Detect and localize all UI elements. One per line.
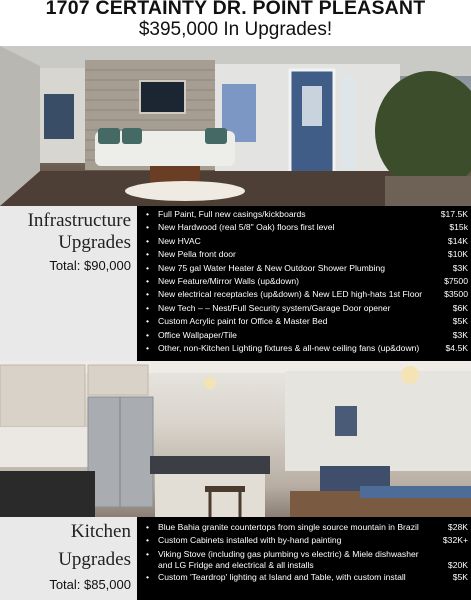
living-room-illustration: [0, 46, 471, 206]
infrastructure-item-amount: $15k: [449, 222, 468, 233]
bullet-icon: •: [146, 302, 150, 313]
living-room-photo: [0, 46, 471, 206]
kitchen-item-amount: $5K: [452, 571, 468, 582]
bullet-icon: •: [146, 275, 150, 286]
kitchen-item-amount: $32K+: [442, 535, 468, 546]
bullet-icon: •: [146, 535, 150, 546]
page-title: 1707 CERTAINTY DR. POINT PLEASANT: [45, 0, 426, 19]
kitchen-item-description: Custom 'Teardrop' lighting at Island and Table, with custom install: [158, 571, 406, 582]
bullet-icon: •: [146, 329, 150, 340]
infrastructure-item-description: Other, non-Kitchen Lighting fixtures & all-new ceiling fans (up&down): [158, 342, 420, 353]
bullet-icon: •: [146, 316, 150, 327]
kitchen-label-panel: [0, 517, 137, 600]
bullet-icon: •: [146, 548, 150, 559]
bullet-icon: •: [146, 342, 150, 353]
bullet-icon: •: [146, 222, 150, 233]
page-subtitle: $395,000 In Upgrades!: [138, 19, 333, 40]
kitchen-title-line2: Upgrades: [58, 549, 131, 570]
kitchen-item-description: Custom Cabinets installed with by-hand painting: [158, 535, 342, 546]
infrastructure-item-amount: $3K: [452, 262, 468, 273]
infrastructure-title-line1: Infrastructure: [27, 210, 131, 231]
infrastructure-item-amount: $7500: [444, 275, 468, 286]
infrastructure-item-description: Custom Acrylic paint for Office & Master Bed: [158, 316, 328, 327]
infrastructure-item-amount: $4.5K: [445, 342, 468, 353]
infrastructure-item: [146, 343, 468, 356]
bullet-icon: •: [146, 209, 150, 219]
kitchen-photo: [0, 361, 471, 517]
infrastructure-item: [146, 209, 468, 222]
infrastructure-item-description: New Tech – – Nest/Full Security system/Garage Door opener: [158, 302, 391, 313]
infrastructure-items-list: [146, 209, 468, 356]
infrastructure-label-panel: [0, 206, 137, 361]
bullet-icon: •: [146, 262, 150, 273]
infrastructure-item: [146, 316, 468, 329]
infrastructure-item: [146, 249, 468, 262]
infrastructure-total: Total: $90,000: [49, 258, 131, 273]
infrastructure-item: [146, 276, 468, 289]
header: [0, 0, 471, 46]
kitchen-item: [146, 572, 468, 585]
infrastructure-item-description: New HVAC: [158, 235, 201, 246]
infrastructure-item-amount: $3K: [452, 329, 468, 340]
infrastructure-item-description: New Hardwood (real 5/8" Oak) floors first level: [158, 222, 335, 233]
kitchen-item-amount: $28K: [447, 522, 468, 532]
infrastructure-item-amount: $14K: [447, 235, 468, 246]
infrastructure-item-description: Full Paint, Full new casings/kickboards: [158, 209, 306, 219]
infrastructure-item-description: New 75 gal Water Heater & New Outdoor Shower Plumbing: [158, 262, 386, 273]
infrastructure-item: [146, 289, 468, 302]
infrastructure-item-amount: $10K: [447, 249, 468, 260]
kitchen-items-list: [146, 522, 468, 585]
kitchen-item: [146, 522, 468, 535]
infrastructure-item: [146, 236, 468, 249]
infrastructure-item-amount: $5K: [452, 316, 468, 327]
kitchen-item-description: Blue Bahia granite countertops from single source mountain in Brazil: [158, 522, 419, 532]
infrastructure-item: [146, 330, 468, 343]
bullet-icon: •: [146, 571, 150, 582]
kitchen-total: Total: $85,000: [49, 577, 131, 592]
kitchen-illustration: [0, 361, 471, 517]
infrastructure-item-amount: $6K: [452, 302, 468, 313]
bullet-icon: •: [146, 522, 150, 532]
infrastructure-item: [146, 263, 468, 276]
bullet-icon: •: [146, 249, 150, 260]
infrastructure-item-description: New electrical receptacles (up&down) & New LED high-hats 1st Floor: [158, 289, 423, 300]
infrastructure-item: [146, 222, 468, 235]
kitchen-item-amount: $20K: [447, 560, 468, 571]
kitchen-item: [146, 535, 468, 548]
infrastructure-item: [146, 303, 468, 316]
infrastructure-item-description: New Pella front door: [158, 249, 236, 260]
kitchen-item-description: Viking Stove (including gas plumbing vs electric) & Miele dishwasher and LG Fridge and electrical & all installs: [158, 548, 419, 571]
kitchen-item: [146, 549, 468, 572]
kitchen-title-line1: Kitchen: [70, 521, 131, 542]
infrastructure-item-amount: $3500: [444, 289, 468, 300]
infrastructure-item-description: New Feature/Mirror Walls (up&down): [158, 275, 300, 286]
infrastructure-title-line2: Upgrades: [58, 232, 131, 253]
infrastructure-item-amount: $17.5K: [440, 209, 468, 219]
bullet-icon: •: [146, 235, 150, 246]
infrastructure-item-description: Office Wallpaper/Tile: [158, 329, 237, 340]
bullet-icon: •: [146, 289, 150, 300]
